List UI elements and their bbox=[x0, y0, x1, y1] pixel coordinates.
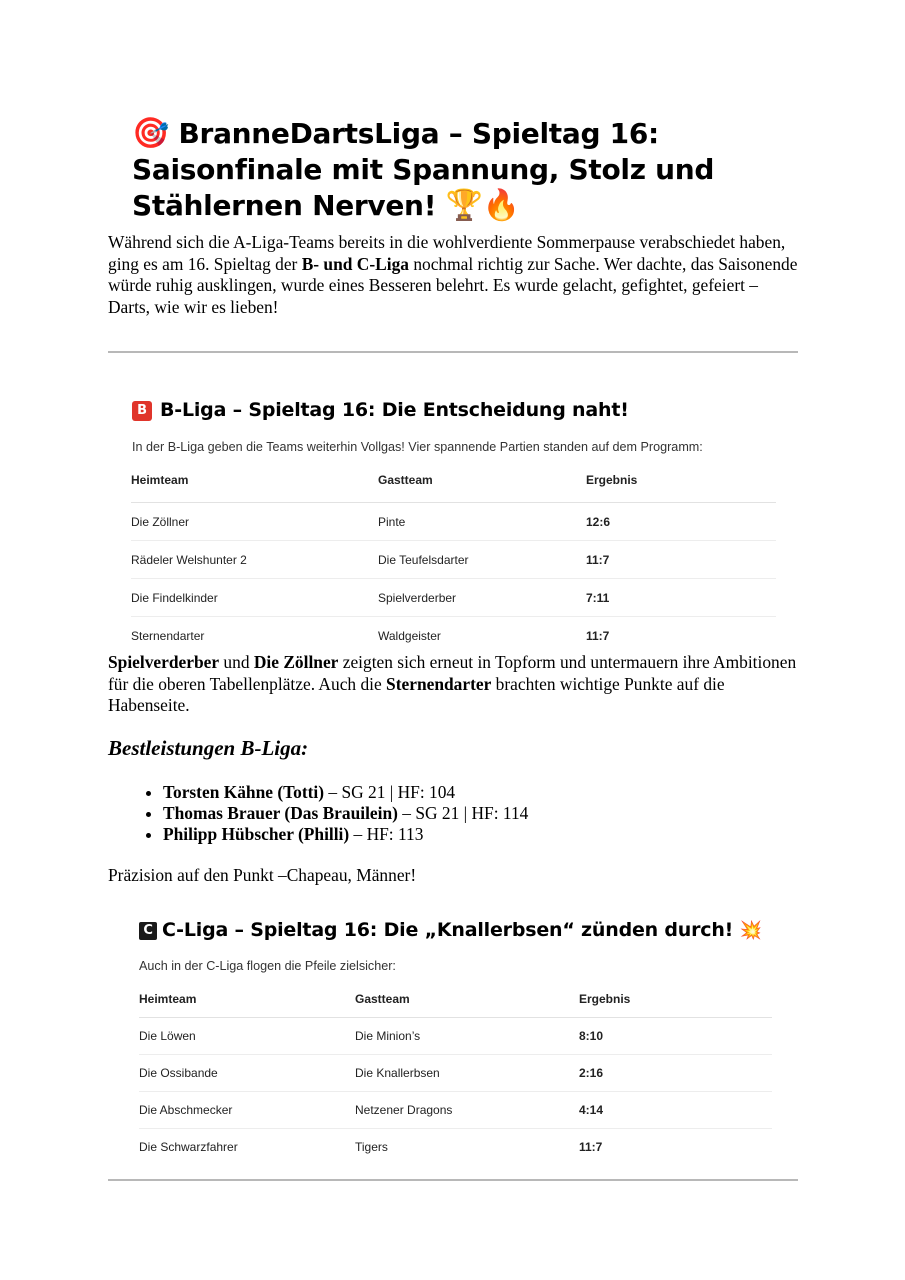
away-team-cell: Die Teufelsdarter bbox=[378, 541, 586, 579]
home-team-cell: Die Löwen bbox=[139, 1018, 355, 1055]
closing-line: Präzision auf den Punkt –Chapeau, Männer! bbox=[108, 865, 417, 885]
trophy-fire-icons: 🏆🔥 bbox=[445, 188, 520, 223]
home-team-cell: Die Abschmecker bbox=[139, 1092, 355, 1129]
b-badge-icon: B bbox=[132, 401, 152, 421]
column-header-away: Gastteam bbox=[378, 471, 586, 503]
away-team-cell: Netzener Dragons bbox=[355, 1092, 579, 1129]
best-performances-heading: Bestleistungen B-Liga: bbox=[108, 736, 309, 760]
home-team-cell: Die Ossibande bbox=[139, 1055, 355, 1092]
score-cell: 7:11 bbox=[586, 579, 776, 617]
table-header-row bbox=[139, 990, 772, 1018]
table-row bbox=[139, 1092, 772, 1129]
home-team-cell: Die Findelkinder bbox=[131, 579, 378, 617]
player-stats: – HF: 113 bbox=[349, 824, 424, 844]
away-team-cell: Die Minion’s bbox=[355, 1018, 579, 1055]
away-team-cell: Waldgeister bbox=[378, 628, 441, 643]
table-header-row bbox=[131, 471, 776, 503]
column-header-result: Ergebnis bbox=[586, 471, 776, 503]
home-team-cell: Rädeler Welshunter 2 bbox=[131, 541, 378, 579]
intro-text-2: nochmal richtig zur Sache. Wer dachte, das Saisonende würde ruhig ausklingen, wurde eines Besseren belehrt. Es wurde gelacht, gefightet, gefeiert – Darts, wie wir es lieben! bbox=[108, 253, 798, 317]
dart-target-icon: 🎯 bbox=[132, 116, 170, 151]
away-team-cell: Spielverderber bbox=[378, 579, 586, 617]
c-liga-results-table bbox=[139, 990, 772, 1165]
summary-text-1: und bbox=[219, 652, 254, 672]
away-team-cell: Pinte bbox=[378, 503, 586, 541]
divider-bottom bbox=[108, 1179, 798, 1181]
score-cell: 2:16 bbox=[579, 1055, 772, 1092]
score-cell: 4:14 bbox=[579, 1092, 772, 1129]
score-cell: 11:7 bbox=[579, 1140, 603, 1154]
collision-icon: 💥 bbox=[739, 920, 762, 941]
column-header-home: Heimteam bbox=[139, 990, 355, 1018]
list-item bbox=[163, 782, 528, 803]
player-stats: – SG 21 | HF: 114 bbox=[397, 803, 529, 823]
player-stats: – SG 21 | HF: 104 bbox=[324, 782, 456, 802]
home-team-cell: Die Schwarzfahrer bbox=[139, 1140, 238, 1154]
intro-text-1: Während sich die A-Liga-Teams bereits in die wohlverdiente Sommerpause verabschiedet haben, ging es am 16. Spieltag der bbox=[108, 232, 786, 274]
away-team-cell: Die Knallerbsen bbox=[355, 1055, 579, 1092]
score-cell: 11:7 bbox=[586, 541, 776, 579]
intro-bold-leagues: B- und C-Liga bbox=[301, 253, 409, 274]
best-performances-list bbox=[108, 782, 528, 845]
score-cell: 11:7 bbox=[586, 628, 610, 643]
c-badge-icon: C bbox=[139, 922, 157, 940]
summary-bold-spielverderber: Spielverderber bbox=[108, 652, 220, 672]
score-cell: 12:6 bbox=[586, 503, 776, 541]
divider-top bbox=[108, 351, 798, 353]
summary-text-2: zeigten sich erneut in Topform und untermauern ihre Ambitionen für die oberen Tabellenplätze. Auch die bbox=[108, 652, 797, 694]
away-team-cell: Tigers bbox=[355, 1140, 388, 1154]
column-header-away: Gastteam bbox=[355, 990, 579, 1018]
b-liga-heading-text: B-Liga – Spieltag 16: Die Entscheidung naht! bbox=[160, 399, 629, 421]
table-row bbox=[131, 579, 776, 617]
summary-text-3: brachten wichtige Punkte auf die Habenseite. bbox=[108, 673, 725, 716]
score-cell: 8:10 bbox=[579, 1018, 772, 1055]
table-row bbox=[139, 1129, 772, 1166]
b-liga-heading bbox=[132, 397, 629, 423]
home-team-cell: Die Zöllner bbox=[131, 503, 378, 541]
c-liga-heading bbox=[139, 917, 762, 944]
article-title bbox=[132, 116, 772, 224]
b-liga-results-table bbox=[131, 471, 776, 654]
home-team-cell: Sternendarter bbox=[131, 628, 205, 643]
b-liga-subtitle: In der B-Liga geben die Teams weiterhin Vollgas! Vier spannende Partien standen auf dem Programm: bbox=[132, 440, 703, 454]
column-header-home: Heimteam bbox=[131, 471, 378, 503]
article-title-text: BranneDartsLiga – Spieltag 16: Saisonfinale mit Spannung, Stolz und Stählernen Nerven! bbox=[132, 117, 715, 222]
intro-paragraph bbox=[108, 232, 798, 318]
summary-bold-zoellner: Die Zöllner bbox=[253, 652, 339, 672]
column-header-result: Ergebnis bbox=[579, 990, 772, 1018]
table-row bbox=[131, 617, 776, 655]
table-row bbox=[131, 541, 776, 579]
c-liga-subtitle: Auch in der C-Liga flogen die Pfeile zielsicher: bbox=[139, 959, 396, 973]
table-row bbox=[139, 1018, 772, 1055]
table-row bbox=[131, 503, 776, 541]
summary-bold-sternendarter: Sternendarter bbox=[386, 673, 492, 694]
list-item bbox=[163, 824, 528, 845]
player-name: Thomas Brauer (Das Brauilein) bbox=[163, 803, 398, 823]
table-row bbox=[139, 1055, 772, 1092]
player-name: Torsten Kähne (Totti) bbox=[163, 782, 325, 802]
b-liga-summary bbox=[108, 652, 808, 717]
c-liga-heading-text: C-Liga – Spieltag 16: Die „Knallerbsen“ zünden durch! bbox=[162, 919, 734, 941]
list-item bbox=[163, 803, 528, 824]
player-name: Philipp Hübscher (Philli) bbox=[163, 824, 350, 844]
